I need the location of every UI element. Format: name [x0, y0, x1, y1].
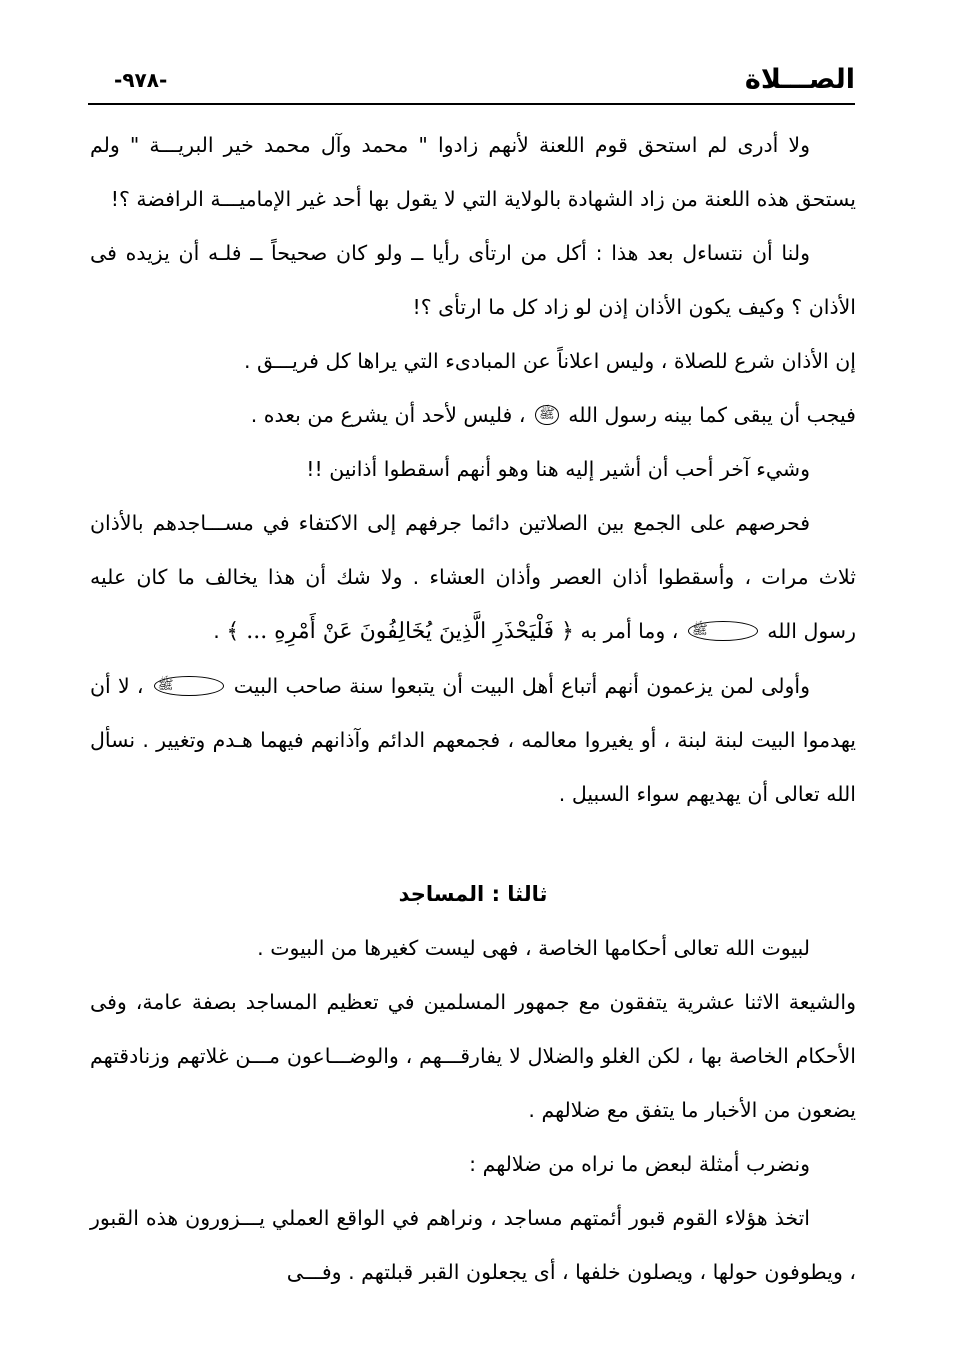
paragraph: [90, 1191, 856, 1299]
paragraph: [90, 1137, 856, 1191]
paragraph-text: وشيء آخر أحب أن أشير إليه هنا وهو أنهم أسقطوا أذانين !!: [306, 457, 810, 481]
paragraph: [90, 118, 856, 226]
paragraph: [90, 975, 856, 1137]
paragraph-text: .: [213, 619, 220, 643]
page-header: [88, 62, 855, 102]
paragraph-text: ولا أدرى لم استحق قوم اللعنة لأنهم زادوا " محمد وآل محمد خير البريـــة " ولم يستحق هذه اللعنة من زاد الشهادة بالولاية التي لا يقول بها أحد غير الإماميـــة الرافضة ؟!: [90, 133, 856, 211]
running-title: الصـــلاة: [744, 64, 855, 95]
body-text: [90, 118, 856, 1299]
paragraph-text: وأولى لمن يزعمون أنهم أتباع أهل البيت أن يتبعوا سنة صاحب البيت: [233, 674, 810, 698]
quranic-verse: ﴿ فَلْيَحْذَرِ الَّذِينَ يُخَالِفُونَ عَنْ أَمْرِهِ ... ﴾: [226, 619, 574, 644]
paragraph: [90, 334, 856, 388]
salutation-glyph: ﷺ: [535, 405, 559, 425]
paragraph: [90, 659, 856, 821]
paragraph-text: ، فليس لأحد أن يشرع من بعده .: [250, 403, 526, 427]
paragraph: [90, 921, 856, 975]
paragraph-text: فحرصهم على الجمع بين الصلاتين دائما جرفهم إلى الاكتفاء في مســـاجدهم بالأذان ثلاث مرات ، وأسقطوا أذان العصر وأذان العشاء . ولا شك أن هذا يخالف ما كان عليه رسول الله: [90, 511, 856, 643]
paragraph-text: ، وما أمر به: [580, 619, 679, 643]
paragraph: [90, 496, 856, 659]
salutation-glyph: ﷺ: [688, 621, 758, 641]
paragraph: [90, 442, 856, 496]
paragraph-text: فيجب أن يبقى كما بينه رسول الله: [568, 403, 856, 427]
paragraph-text: ولنا أن نتساءل بعد هذا : أكل من ارتأى رأيا ــ ولو كان صحيحاً ــ فلـه أن يزيده فى الأذان ؟ وكيف يكون الأذان إذن لو زاد كل ما ارتأى ؟!: [90, 241, 856, 319]
paragraph-text: إن الأذان شرع للصلاة ، وليس اعلاناً عن المبادىء التي يراها كل فريـــق .: [243, 349, 856, 373]
salutation-glyph: ﷺ: [154, 676, 224, 696]
paragraph: [90, 388, 856, 442]
paragraph: [90, 226, 856, 334]
page-number: -٩٧٨-: [114, 68, 168, 92]
paragraph-text: اتخذ هؤلاء القوم قبور أئمتهم مساجد ، ونراهم في الواقع العملي يـــزورون هذه القبور ، ويطوفون حولها ، ويصلون خلفها ، أى يجعلون القبر قبلتهم . وفـــى: [90, 1206, 856, 1284]
section-heading: ثالثا : المساجد: [398, 882, 548, 906]
paragraph-text: ونضرب أمثلة لبعض ما نراه من ضلالهم :: [469, 1152, 810, 1176]
header-divider: [88, 103, 855, 105]
paragraph-text: والشيعة الاثنا عشرية يتفقون مع جمهور المسلمين في تعظيم المساجد بصفة عامة، وفى الأحكام الخاصة بها ، لكن الغلو والضلال لا يفارقـــهم ، والوضـــاعون مـــن غلاتهم وزنادقتهم يضعون من الأخبار ما يتفق مع ضلالهم .: [90, 990, 856, 1122]
paragraph-text: لبيوت الله تعالى أحكامها الخاصة ، فهى ليست كغيرها من البيوت .: [257, 936, 810, 960]
paragraph-text: ، لا أن يهدموا البيت لبنة لبنة ، أو يغيروا معالمه ، فجمعهم الدائم وآذانهم فيهما هـدم وتغيير . نسأل الله تعالى أن يهديهم سواء السبيل .: [90, 674, 856, 806]
